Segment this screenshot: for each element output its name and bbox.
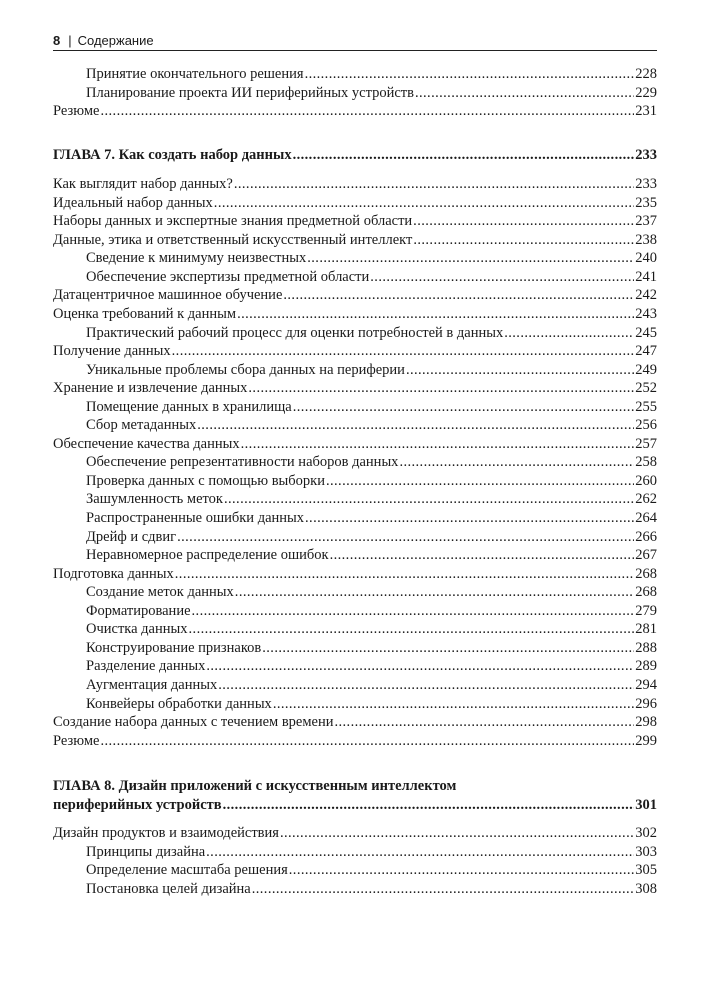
dot-leader	[224, 490, 634, 509]
toc-entry[interactable]	[53, 657, 657, 676]
toc-entry-page: 279	[635, 602, 657, 619]
toc-entry-page: 305	[635, 862, 657, 879]
toc-entry-title: Уникальные проблемы сбора данных на периферии	[86, 361, 405, 378]
toc-entry-page: 302	[635, 825, 657, 842]
toc-entry[interactable]	[53, 843, 657, 862]
chapter-page: 233	[635, 146, 657, 163]
toc-entry-title: Сбор метаданных	[86, 417, 197, 434]
page-number: 8	[53, 33, 61, 48]
toc-entry-title: Обеспечение экспертизы предметной области	[86, 268, 370, 285]
toc-entry[interactable]	[53, 509, 657, 528]
toc-entry-page: 298	[635, 714, 657, 731]
toc-entry-page: 281	[635, 621, 657, 638]
dot-leader	[189, 620, 635, 639]
toc-entry-title: Планирование проекта ИИ периферийных устройств	[86, 84, 414, 101]
toc-entry-title: Аугментация данных	[86, 676, 218, 693]
toc-entry-page: 237	[635, 213, 657, 230]
toc-entry[interactable]	[53, 732, 657, 751]
running-header	[53, 33, 657, 49]
table-of-contents	[53, 65, 657, 898]
toc-entry-page: 228	[635, 66, 657, 82]
toc-entry[interactable]	[53, 453, 657, 472]
toc-entry[interactable]	[53, 602, 657, 621]
toc-entry[interactable]	[53, 324, 657, 343]
toc-entry-page: 268	[635, 565, 657, 582]
dot-leader	[280, 824, 634, 843]
toc-entry-page: 238	[635, 231, 657, 248]
toc-entry[interactable]	[53, 713, 657, 732]
toc-entry[interactable]	[53, 342, 657, 361]
toc-entry-title: Зашумленность меток	[86, 491, 223, 508]
toc-entry[interactable]	[53, 639, 657, 658]
chapter-page: 301	[635, 796, 657, 813]
toc-entry-title: Хранение и извлечение данных	[53, 380, 248, 397]
header-rule	[53, 50, 657, 51]
toc-entry-page: 245	[635, 324, 657, 341]
toc-entry-title: Принципы дизайна	[86, 843, 206, 860]
toc-entry-title: Очистка данных	[86, 621, 188, 638]
toc-entry[interactable]	[53, 379, 657, 398]
dot-leader	[223, 796, 635, 815]
toc-entry-title: Дрейф и сдвиг	[86, 528, 177, 545]
toc-entry-page: 294	[635, 676, 657, 693]
toc-entry-title: Неравномерное распределение ошибок	[86, 547, 329, 564]
toc-entry-page: 240	[635, 250, 657, 267]
toc-entry-page: 303	[635, 843, 657, 860]
dot-leader	[504, 324, 634, 343]
toc-entry-page: 288	[635, 639, 657, 656]
dot-leader	[175, 565, 634, 584]
chapter-title: ГЛАВА 7. Как создать набор данных	[53, 146, 292, 163]
toc-entry-page: 257	[635, 435, 657, 452]
toc-entry[interactable]	[53, 546, 657, 565]
toc-entry-title: Конвейеры обработки данных	[86, 695, 272, 712]
toc-entry[interactable]	[53, 305, 657, 324]
toc-entry-page: 268	[635, 584, 657, 601]
dot-leader	[172, 342, 635, 361]
toc-entry-page: 266	[635, 528, 657, 545]
dot-leader	[237, 305, 634, 324]
toc-entry[interactable]	[53, 286, 657, 305]
toc-entry-title: Постановка целей дизайна	[86, 880, 251, 897]
dot-leader	[235, 583, 634, 602]
dot-leader	[206, 843, 634, 862]
toc-entry-title: Обеспечение качества данных	[53, 435, 240, 452]
dot-leader	[283, 286, 634, 305]
toc-entry-title: Практический рабочий процесс для оценки потребностей в данных	[86, 324, 504, 341]
toc-entry[interactable]	[53, 398, 657, 417]
toc-entry-title: Резюме	[53, 103, 100, 120]
toc-entry[interactable]	[53, 676, 657, 695]
toc-entry-title: Определение масштаба решения	[86, 862, 288, 879]
chapter-8-heading[interactable]	[53, 796, 657, 815]
toc-entry-title: Принятие окончательного решения	[86, 66, 304, 82]
dot-leader	[192, 602, 635, 621]
toc-entry[interactable]	[53, 620, 657, 639]
toc-entry[interactable]	[53, 583, 657, 602]
dot-leader	[252, 880, 635, 899]
toc-entry-page: 229	[635, 84, 657, 101]
dot-leader	[305, 65, 635, 84]
toc-entry-title: Помещение данных в хранилища	[86, 398, 292, 415]
toc-entry-title: Создание набора данных с течением времени	[53, 714, 334, 731]
toc-entry[interactable]	[53, 824, 657, 843]
dot-leader	[305, 509, 634, 528]
toc-entry[interactable]	[53, 65, 657, 84]
toc-entry-title: Сведение к минимуму неизвестных	[86, 250, 307, 267]
toc-entry-page: 243	[635, 306, 657, 323]
toc-entry-title: Разделение данных	[86, 658, 206, 675]
toc-entry[interactable]	[53, 212, 657, 231]
dot-leader	[206, 657, 634, 676]
toc-entry[interactable]	[53, 102, 657, 121]
toc-entry-page: 260	[635, 472, 657, 489]
toc-block-chapter-7	[53, 175, 657, 750]
dot-leader	[241, 435, 635, 454]
toc-entry[interactable]	[53, 490, 657, 509]
toc-entry-page: 264	[635, 510, 657, 527]
dot-leader	[262, 639, 634, 658]
dot-leader	[234, 175, 634, 194]
toc-entry-title: Создание меток данных	[86, 584, 234, 601]
dot-leader	[293, 398, 635, 417]
toc-entry-page: 308	[635, 880, 657, 897]
dot-leader	[100, 732, 634, 751]
dot-leader	[293, 146, 635, 165]
toc-entry-page: 242	[635, 287, 657, 304]
toc-entry-title: Получение данных	[53, 343, 171, 360]
header-separator: |	[68, 33, 72, 48]
dot-leader	[370, 268, 634, 287]
toc-entry-page: 233	[635, 176, 657, 193]
dot-leader	[399, 453, 634, 472]
dot-leader	[406, 361, 634, 380]
toc-entry-page: 235	[635, 194, 657, 211]
toc-entry-page: 247	[635, 343, 657, 360]
toc-entry[interactable]	[53, 435, 657, 454]
chapter-7-heading[interactable]	[53, 146, 657, 165]
toc-entry-page: 255	[635, 398, 657, 415]
dot-leader	[334, 713, 634, 732]
toc-entry-page: 256	[635, 417, 657, 434]
toc-entry-title: Конструирование признаков	[86, 639, 262, 656]
toc-entry-title: Форматирование	[86, 602, 191, 619]
toc-entry-page: 258	[635, 454, 657, 471]
dot-leader	[248, 379, 634, 398]
dot-leader	[307, 249, 634, 268]
toc-entry-page: 231	[635, 103, 657, 120]
chapter-title: периферийных устройств	[53, 796, 222, 813]
toc-entry-title: Резюме	[53, 732, 100, 749]
toc-entry-page: 289	[635, 658, 657, 675]
chapter-8-title-line1[interactable]: ГЛАВА 8. Дизайн приложений с искусственным интеллектом	[53, 778, 457, 795]
toc-entry[interactable]	[53, 472, 657, 491]
dot-leader	[273, 695, 634, 714]
toc-entry-title: Идеальный набор данных	[53, 194, 213, 211]
toc-entry-title: Подготовка данных	[53, 565, 174, 582]
dot-leader	[415, 84, 634, 103]
dot-leader	[330, 546, 635, 565]
toc-entry-page: 262	[635, 491, 657, 508]
toc-entry-title: Обеспечение репрезентативности наборов данных	[86, 454, 399, 471]
toc-entry-page: 267	[635, 547, 657, 564]
toc-block-chapter-8	[53, 824, 657, 898]
toc-entry-title: Распространенные ошибки данных	[86, 510, 305, 527]
dot-leader	[214, 194, 634, 213]
toc-entry[interactable]	[53, 231, 657, 250]
dot-leader	[413, 212, 634, 231]
toc-entry-title: Оценка требований к данным	[53, 306, 237, 323]
toc-entry-title: Как выглядит набор данных?	[53, 176, 233, 193]
dot-leader	[197, 416, 634, 435]
toc-entry[interactable]	[53, 249, 657, 268]
toc-entry-page: 296	[635, 695, 657, 712]
dot-leader	[413, 231, 634, 250]
toc-entry-page: 249	[635, 361, 657, 378]
dot-leader	[177, 528, 634, 547]
toc-entry[interactable]	[53, 175, 657, 194]
section-title: Содержание	[77, 33, 154, 48]
toc-entry-title: Наборы данных и экспертные знания предметной области	[53, 213, 413, 230]
toc-entry[interactable]	[53, 84, 657, 103]
dot-leader	[218, 676, 634, 695]
toc-entry[interactable]	[53, 861, 657, 880]
toc-entry-title: Датацентричное машинное обучение	[53, 287, 283, 304]
toc-entry[interactable]	[53, 695, 657, 714]
toc-entry[interactable]	[53, 416, 657, 435]
toc-entry-page: 241	[635, 268, 657, 285]
toc-entry[interactable]	[53, 194, 657, 213]
dot-leader	[326, 472, 634, 491]
toc-entry-title: Данные, этика и ответственный искусственный интеллект	[53, 231, 413, 248]
toc-entry[interactable]	[53, 565, 657, 584]
dot-leader	[289, 861, 634, 880]
toc-entry-title: Проверка данных с помощью выборки	[86, 472, 325, 489]
toc-entry-page: 299	[635, 732, 657, 749]
toc-entry[interactable]	[53, 361, 657, 380]
toc-entry-page: 252	[635, 380, 657, 397]
dot-leader	[100, 102, 634, 121]
toc-block-continued	[53, 65, 657, 121]
toc-entry[interactable]	[53, 528, 657, 547]
toc-entry[interactable]	[53, 880, 657, 899]
toc-entry-title: Дизайн продуктов и взаимодействия	[53, 825, 279, 842]
toc-entry[interactable]	[53, 268, 657, 287]
